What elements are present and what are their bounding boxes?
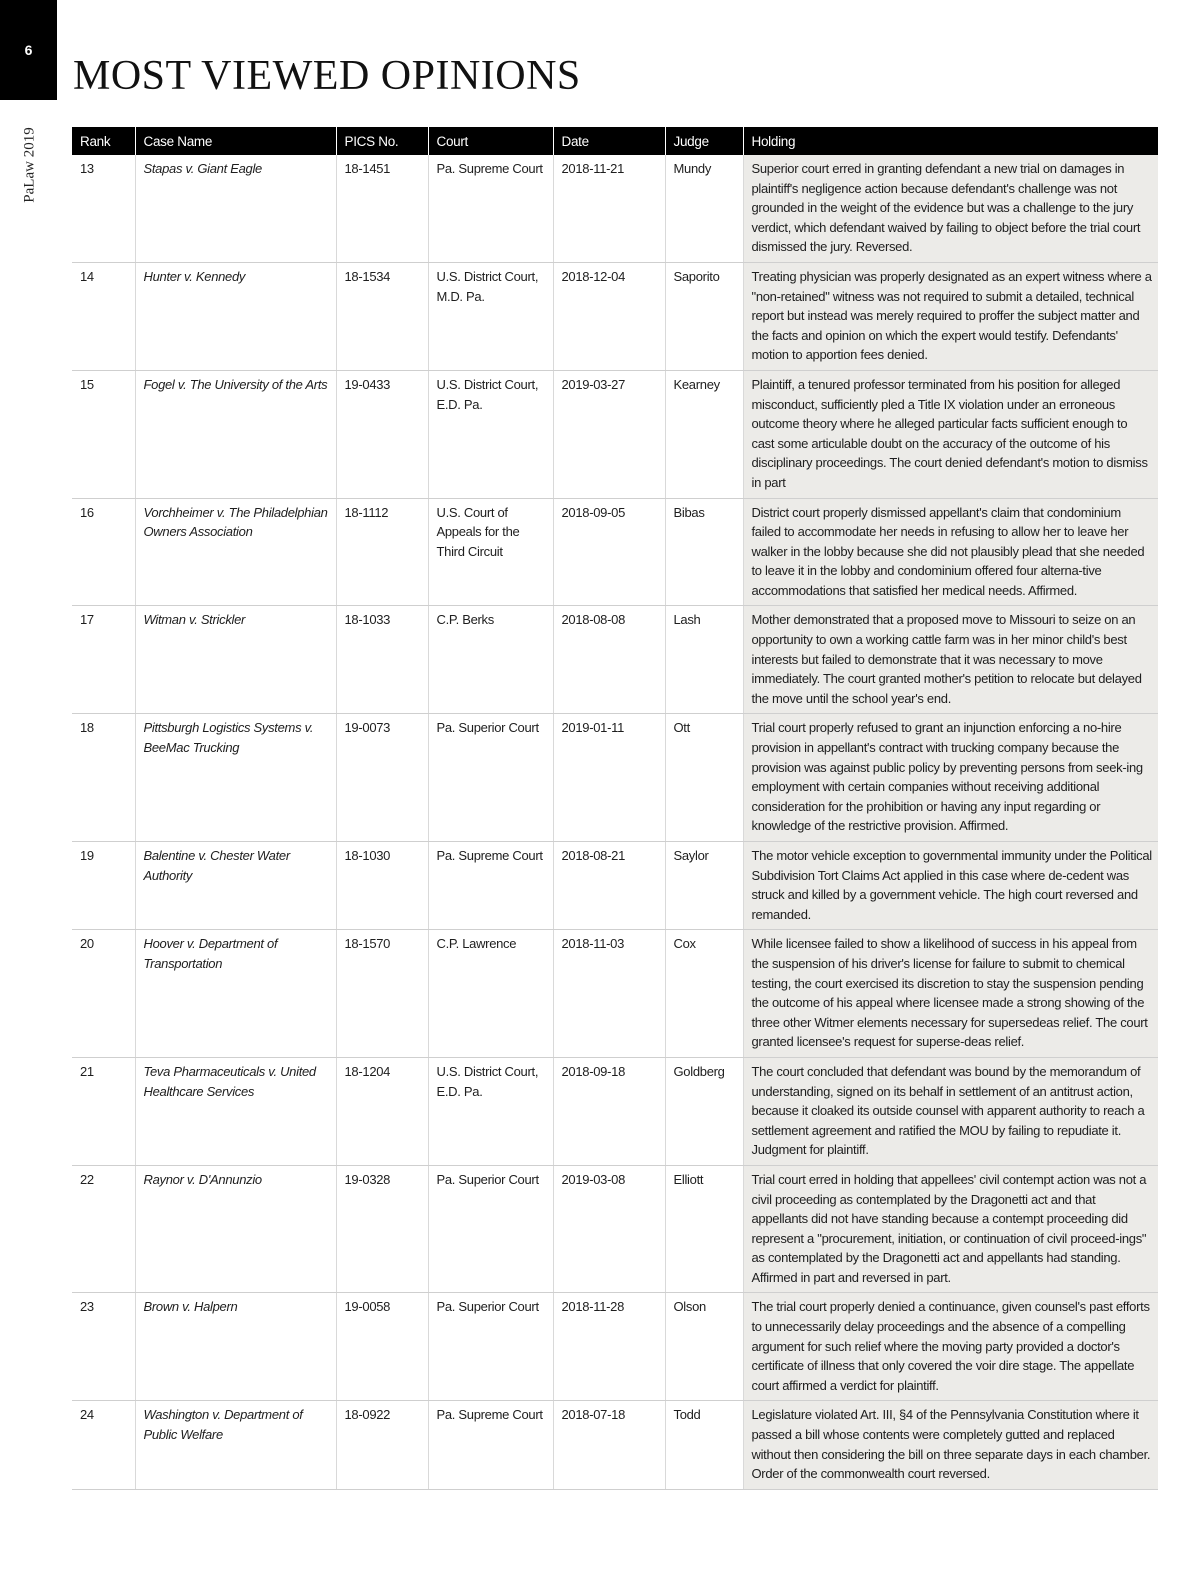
court-cell: Pa. Superior Court xyxy=(428,1293,553,1401)
date-cell: 2019-03-08 xyxy=(553,1165,665,1293)
date-cell: 2018-12-04 xyxy=(553,262,665,370)
holding-cell: District court properly dismissed appellant's claim that condominium failed to accommodate her needs in refusing to allow her to leave her walker in the lobby because she did not plausibly plead that she needed to leave it in the lobby and condominium offered four alterna-tive accommodations that satisfied her medical needs. Affirmed. xyxy=(743,498,1158,606)
rank-cell: 16 xyxy=(72,498,135,606)
pics-number-cell: 19-0433 xyxy=(336,370,428,498)
column-header-holding: Holding xyxy=(743,127,1158,155)
case-name-cell: Brown v. Halpern xyxy=(135,1293,336,1401)
rank-cell: 19 xyxy=(72,842,135,930)
judge-cell: Kearney xyxy=(665,370,743,498)
date-cell: 2018-11-03 xyxy=(553,930,665,1058)
date-cell: 2018-09-18 xyxy=(553,1057,665,1165)
holding-cell: The court concluded that defendant was bound by the memorandum of understanding, signed on its behalf in settlement of an antitrust action, because it cloaked its outside counsel with apparent authority to reach a settlement agreement and ratified the MOU by failing to repudiate it. Judgment for plaintiff. xyxy=(743,1057,1158,1165)
judge-cell: Cox xyxy=(665,930,743,1058)
judge-cell: Olson xyxy=(665,1293,743,1401)
court-cell: Pa. Supreme Court xyxy=(428,155,553,262)
court-cell: U.S. District Court, E.D. Pa. xyxy=(428,370,553,498)
court-cell: U.S. District Court, M.D. Pa. xyxy=(428,262,553,370)
judge-cell: Saylor xyxy=(665,842,743,930)
holding-cell: While licensee failed to show a likelihood of success in his appeal from the suspension of his driver's license for failure to submit to chemical testing, the court exercised its discretion to stay the suspension pending the outcome of his appeal where licensee made a strong showing of the three other Witmer elements necessary for supersedeas relief. The court granted licensee's request for superse-deas relief. xyxy=(743,930,1158,1058)
table-row xyxy=(72,930,1158,1058)
case-name-cell: Stapas v. Giant Eagle xyxy=(135,155,336,262)
table-row xyxy=(72,1057,1158,1165)
table-row xyxy=(72,155,1158,262)
pics-number-cell: 18-1204 xyxy=(336,1057,428,1165)
pics-number-cell: 19-0073 xyxy=(336,714,428,842)
case-name-cell: Vorchheimer v. The Philadelphian Owners Association xyxy=(135,498,336,606)
date-cell: 2018-08-08 xyxy=(553,606,665,714)
column-header-case-name: Case Name xyxy=(135,127,336,155)
table-row xyxy=(72,1165,1158,1293)
page-title: MOST VIEWED OPINIONS xyxy=(73,53,581,99)
holding-cell: Treating physician was properly designated as an expert witness where a "non-retained" witness was not required to submit a detailed, technical report but instead was merely required to proffer the subject matter and the facts and opinion on which the expert would testify. Defendants' motion to apportion fees denied. xyxy=(743,262,1158,370)
court-cell: Pa. Supreme Court xyxy=(428,1401,553,1489)
pics-number-cell: 18-0922 xyxy=(336,1401,428,1489)
page-number-tab xyxy=(0,0,57,100)
holding-cell: Mother demonstrated that a proposed move to Missouri to seize on an opportunity to own a working cattle farm was in her minor child's best interests but failed to demonstrate that it was necessary to move immediately. The court granted mother's petition to relocate but delayed the move until the school year's end. xyxy=(743,606,1158,714)
court-cell: C.P. Lawrence xyxy=(428,930,553,1058)
case-name-cell: Raynor v. D'Annunzio xyxy=(135,1165,336,1293)
column-header-rank: Rank xyxy=(72,127,135,155)
table-row xyxy=(72,370,1158,498)
date-cell: 2018-11-21 xyxy=(553,155,665,262)
holding-cell: Superior court erred in granting defendant a new trial on damages in plaintiff's negligence action because defendant's challenge was not grounded in the weight of the evidence but was a challenge to the jury verdict, which defendant waived by failing to object before the trial court dismissed the jury. Reversed. xyxy=(743,155,1158,262)
court-cell: Pa. Superior Court xyxy=(428,1165,553,1293)
judge-cell: Bibas xyxy=(665,498,743,606)
table-row xyxy=(72,498,1158,606)
date-cell: 2019-03-27 xyxy=(553,370,665,498)
court-cell: U.S. Court of Appeals for the Third Circuit xyxy=(428,498,553,606)
case-name-cell: Washington v. Department of Public Welfare xyxy=(135,1401,336,1489)
court-cell: U.S. District Court, E.D. Pa. xyxy=(428,1057,553,1165)
column-header-court: Court xyxy=(428,127,553,155)
table-row xyxy=(72,714,1158,842)
pics-number-cell: 18-1534 xyxy=(336,262,428,370)
judge-cell: Goldberg xyxy=(665,1057,743,1165)
judge-cell: Ott xyxy=(665,714,743,842)
column-header-pics-no: PICS No. xyxy=(336,127,428,155)
holding-cell: The trial court properly denied a continuance, given counsel's past efforts to unnecessarily delay proceedings and the absence of a compelling argument for such relief where the moving party provided a doctor's certificate of illness that only covered the voir dire stage. The appellate court affirmed a verdict for plaintiff. xyxy=(743,1293,1158,1401)
holding-cell: Legislature violated Art. III, §4 of the Pennsylvania Constitution where it passed a bill whose contents were completely gutted and replaced without then considering the bill on three separate days in each chamber. Order of the commonwealth court reversed. xyxy=(743,1401,1158,1489)
date-cell: 2018-08-21 xyxy=(553,842,665,930)
rank-cell: 23 xyxy=(72,1293,135,1401)
date-cell: 2018-07-18 xyxy=(553,1401,665,1489)
table-row xyxy=(72,606,1158,714)
holding-cell: Trial court erred in holding that appellees' civil contempt action was not a civil proceeding as contemplated by the Dragonetti act and that appellants did not have standing because a contempt proceeding did represent a "procurement, initiation, or continuation of civil proceed-ings" as contemplated by the Dragonetti act and appellants had standing. Affirmed in part and reversed in part. xyxy=(743,1165,1158,1293)
opinions-table xyxy=(72,127,1158,1490)
court-cell: Pa. Supreme Court xyxy=(428,842,553,930)
judge-cell: Saporito xyxy=(665,262,743,370)
court-cell: C.P. Berks xyxy=(428,606,553,714)
pics-number-cell: 18-1112 xyxy=(336,498,428,606)
rank-cell: 22 xyxy=(72,1165,135,1293)
column-header-judge: Judge xyxy=(665,127,743,155)
publication-side-label: PaLaw 2019 xyxy=(21,127,38,203)
case-name-cell: Pittsburgh Logistics Systems v. BeeMac Trucking xyxy=(135,714,336,842)
rank-cell: 17 xyxy=(72,606,135,714)
rank-cell: 24 xyxy=(72,1401,135,1489)
holding-cell: Plaintiff, a tenured professor terminated from his position for alleged misconduct, sufficiently pled a Title IX violation under an erroneous outcome theory where he alleged particular facts sufficient enough to cast some articulable doubt on the accuracy of the outcome of his disciplinary proceedings. The court denied defendant's motion to dismiss in part xyxy=(743,370,1158,498)
date-cell: 2018-11-28 xyxy=(553,1293,665,1401)
case-name-cell: Witman v. Strickler xyxy=(135,606,336,714)
table-row xyxy=(72,1293,1158,1401)
table-row xyxy=(72,842,1158,930)
judge-cell: Lash xyxy=(665,606,743,714)
holding-cell: The motor vehicle exception to governmental immunity under the Political Subdivision Tort Claims Act applied in this case where de-cedent was struck and killed by a government vehicle. The high court reversed and remanded. xyxy=(743,842,1158,930)
pics-number-cell: 18-1451 xyxy=(336,155,428,262)
column-header-date: Date xyxy=(553,127,665,155)
case-name-cell: Teva Pharmaceuticals v. United Healthcare Services xyxy=(135,1057,336,1165)
rank-cell: 15 xyxy=(72,370,135,498)
rank-cell: 21 xyxy=(72,1057,135,1165)
case-name-cell: Balentine v. Chester Water Authority xyxy=(135,842,336,930)
pics-number-cell: 18-1033 xyxy=(336,606,428,714)
date-cell: 2018-09-05 xyxy=(553,498,665,606)
table-row xyxy=(72,1401,1158,1489)
case-name-cell: Hoover v. Department of Transportation xyxy=(135,930,336,1058)
pics-number-cell: 19-0328 xyxy=(336,1165,428,1293)
page-number: 6 xyxy=(24,42,33,58)
rank-cell: 18 xyxy=(72,714,135,842)
case-name-cell: Hunter v. Kennedy xyxy=(135,262,336,370)
case-name-cell: Fogel v. The University of the Arts xyxy=(135,370,336,498)
judge-cell: Todd xyxy=(665,1401,743,1489)
rank-cell: 14 xyxy=(72,262,135,370)
rank-cell: 20 xyxy=(72,930,135,1058)
rank-cell: 13 xyxy=(72,155,135,262)
holding-cell: Trial court properly refused to grant an injunction enforcing a no-hire provision in appellant's contract with trucking company because the provision was against public policy by preventing persons from seek-ing employment with certain companies without receiving additional consideration for the prohibition or having any input regarding or knowledge of the restrictive provision. Affirmed. xyxy=(743,714,1158,842)
judge-cell: Elliott xyxy=(665,1165,743,1293)
court-cell: Pa. Superior Court xyxy=(428,714,553,842)
table-header-row xyxy=(72,127,1158,155)
date-cell: 2019-01-11 xyxy=(553,714,665,842)
pics-number-cell: 18-1570 xyxy=(336,930,428,1058)
pics-number-cell: 19-0058 xyxy=(336,1293,428,1401)
judge-cell: Mundy xyxy=(665,155,743,262)
table-row xyxy=(72,262,1158,370)
pics-number-cell: 18-1030 xyxy=(336,842,428,930)
